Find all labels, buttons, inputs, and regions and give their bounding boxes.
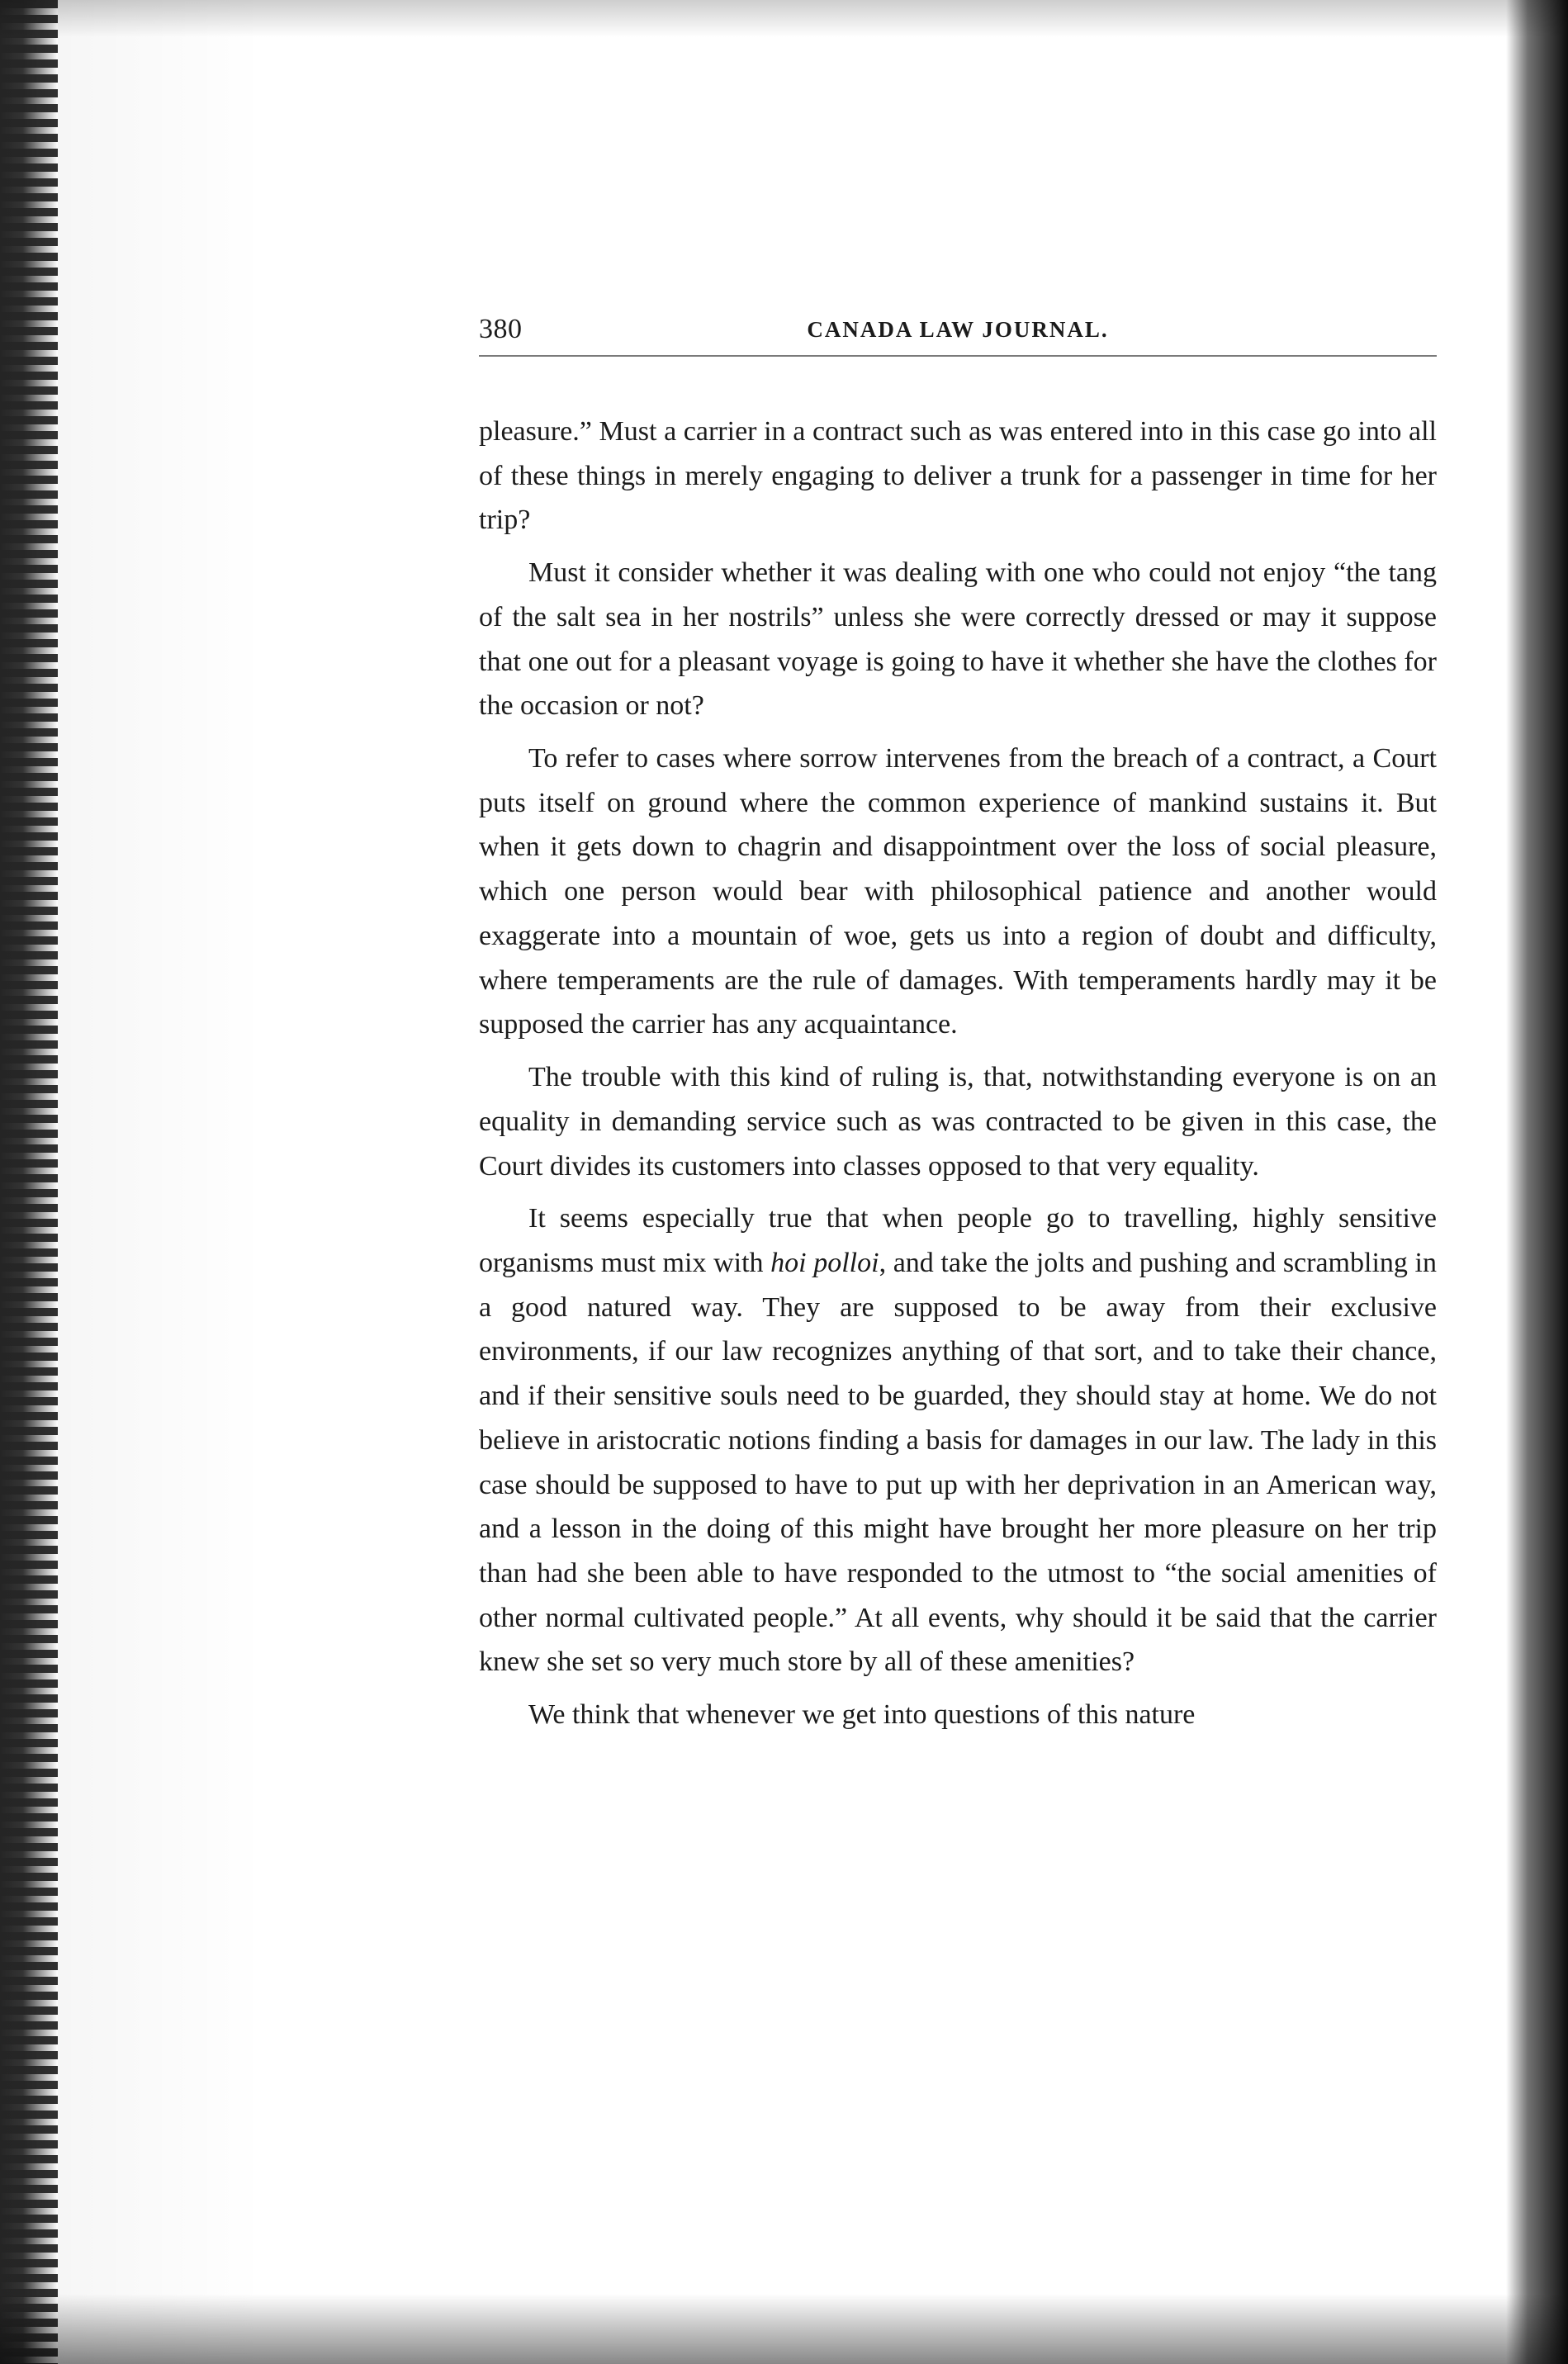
scan-binding-gradient-left [58,0,264,2364]
paragraph-5-after-italic: , and take the jolts and pushing and scrambling in a good natured way. They are supposed to be away from their exclusive environments, if our law recognizes anything of that sort, and to take their chance, and if their sensitive souls need to be guarded, they should stay at home. We do not believe in aristocratic notions finding a basis for damages in our law. The lady in this case should be supposed to have to put up with her deprivation in an American way, and a lesson in the doing of this might have brought her more pleasure on her trip than had she been able to have responded to the utmost to “the social amenities of other normal cultivated people.” At all events, why should it be said that the carrier knew she set so very much store by all of these amenities? [479,1247,1437,1678]
running-head: CANADA LAW JOURNAL. [807,317,1109,342]
scan-edge-shadow-top [0,0,1568,37]
page [479,297,1437,1746]
paragraph-3: To refer to cases where sorrow intervenes from the breach of a contract, a Court puts itself on ground where the common experience of mankind sustains it. But when it gets down to chagrin and disappointment over the loss of social pleasure, which one person would bear with philosophical patience and another would exaggerate into a mountain of woe, gets us into a region of doubt and difficulty, where temperaments are the rule of damages. With temperaments hardly may it be supposed the carrier has any acquaintance. [479,743,1437,1040]
scan-edge-shadow-right [1506,0,1568,2364]
paragraph-5 [479,1196,1437,1684]
paragraph-1: pleasure.” Must a carrier in a contract such as was entered into in this case go into all of these things in merely engaging to deliver a trunk for a passenger in time for her trip? [479,416,1437,536]
scan-edge-shadow-bottom [0,2294,1568,2364]
page-header [479,297,1437,357]
paragraph-6: We think that whenever we get into questions of this nature [528,1699,1196,1731]
italic-phrase-hoi-polloi: hoi polloi [770,1247,879,1278]
page-number: 380 [479,314,523,344]
paragraph-4: The trouble with this kind of ruling is, that, notwithstanding everyone is on an equality in demanding service such as was contracted to be given in this case, the Court divides its customers into classes opposed to that very equality. [479,1062,1437,1182]
scan-binding-shadow-left [0,0,58,2364]
paragraph-5-before-italic: It seems especially true that when people go to travelling, highly sensitive organisms must mix with [479,1203,1437,1278]
paragraph-2: Must it consider whether it was dealing with one who could not enjoy “the tang of the salt sea in her nostrils” unless she were correctly dressed or may it suppose that one out for a pleasant voyage is going to have it whether she have the clothes for the occasion or not? [479,557,1437,722]
article-body [479,410,1437,1737]
